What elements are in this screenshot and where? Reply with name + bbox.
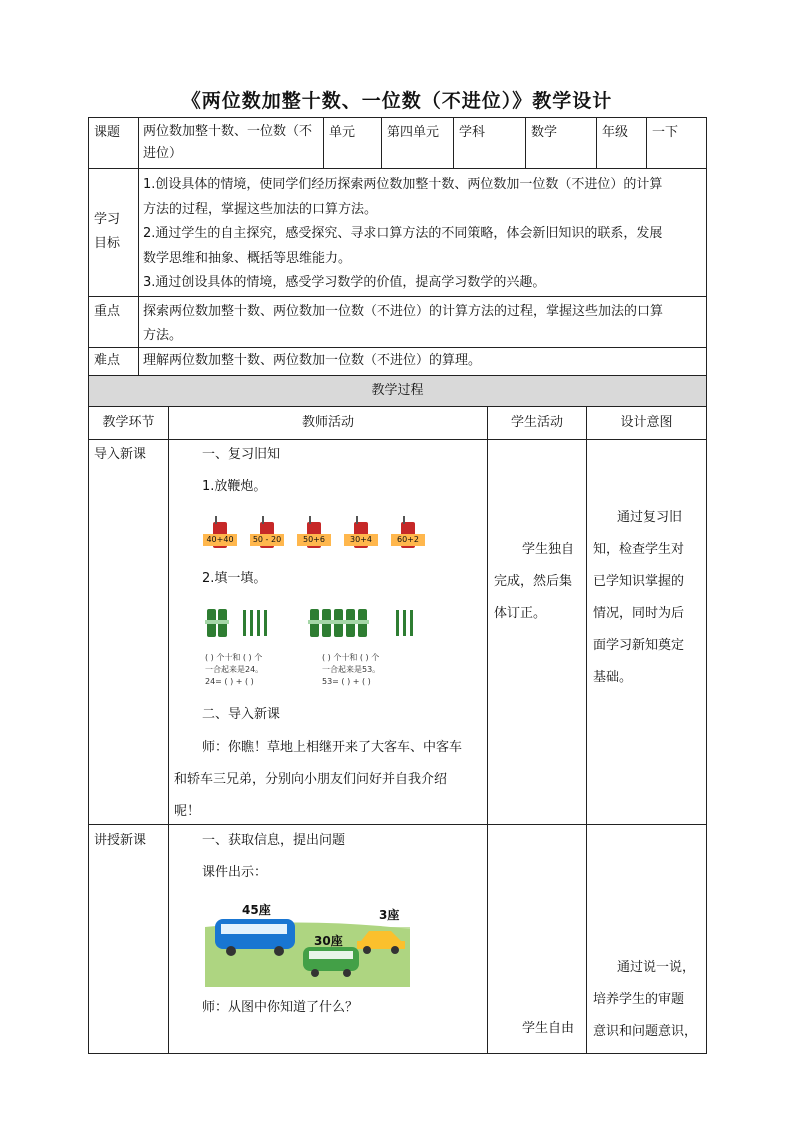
- firecrackers-illustration: [203, 512, 428, 554]
- stage-teaching: 讲授新课: [94, 833, 147, 848]
- bus-label-45: 45座: [242, 903, 271, 917]
- counting-sticks-illustration: [205, 607, 420, 639]
- goals-line: 方法的过程，掌握这些加法的口算方法。: [143, 201, 378, 217]
- stage-intro: 导入新课: [94, 447, 147, 462]
- intro-heading: 二、导入新课: [202, 707, 281, 722]
- col-divider: [381, 117, 382, 169]
- col-header-teacher: 教师活动: [301, 415, 354, 430]
- teacher-text: 师：你瞧！草地上相继开来了大客车、中客车 和轿车三兄弟，分别向小朋友们问好并自我介绍 呢！: [174, 740, 463, 819]
- goals-line: 1.创设具体的情境，使同学们经历探索两位数加整十数、两位数加一位数（不进位）的计算: [143, 177, 663, 192]
- keypoint-text: 探索两位数加整十数、两位数加一位数（不进位）的计算方法的过程，掌握这些加法的口算 方法。: [143, 304, 664, 343]
- difficulty-text: 理解两位数加整十数、两位数加一位数（不进位）的算理。: [143, 353, 482, 368]
- firecracker-item: 1.放鞭炮。: [202, 479, 267, 494]
- firecracker-label: 50 - 20: [252, 535, 282, 544]
- fill-blank-right: ( ) 个十和 ( ) 个 一合起来是53。 53= ( ) + ( ): [322, 653, 381, 686]
- unit-label: 单元: [329, 125, 356, 140]
- col-divider: [453, 117, 454, 169]
- grade-value: 一下: [652, 125, 679, 140]
- info-heading: 一、获取信息，提出问题: [202, 833, 346, 848]
- fill-blank-left: ( ) 个十和 ( ) 个 一合起来是24。 24= ( ) + ( ): [205, 653, 264, 686]
- topic-label: 课题: [94, 125, 121, 140]
- courseware-label: 课件出示：: [202, 865, 268, 880]
- design-intent: 通过复习旧 知，检查学生对 已学知识掌握的 情况，同时为后 面学习新知奠定 基础。: [593, 510, 685, 685]
- row-divider: [88, 168, 707, 169]
- student-activity: 学生自由: [522, 1021, 575, 1036]
- design-intent: 通过说一说， 培养学生的审题 意识和问题意识，: [593, 960, 698, 1039]
- table-border-top: [88, 117, 707, 118]
- col-divider: [596, 117, 597, 169]
- student-activity: 学生独自 完成，然后集 体订正。: [494, 542, 575, 621]
- col-header-stage: 教学环节: [102, 415, 155, 430]
- stick-bundle-icon: [205, 609, 267, 637]
- difficulty-label: 难点: [94, 353, 121, 368]
- stick-bundle-icon: [308, 609, 413, 637]
- subject-value: 数学: [531, 125, 558, 140]
- goals-line: 2.通过学生的自主探究，感受探究、寻求口算方法的不同策略，体会新旧知识的联系，发展: [143, 226, 663, 241]
- col-divider: [487, 406, 488, 1054]
- col-header-student: 学生活动: [510, 415, 563, 430]
- col-divider: [525, 117, 526, 169]
- goals-line: 3.通过创设具体的情境，感受学习数学的价值，提高学习数学的兴趣。: [143, 275, 546, 290]
- process-header: 教学过程: [371, 383, 424, 398]
- topic-value: 两位数加整十数、一位数（不进位）: [143, 124, 313, 161]
- col-divider: [646, 117, 647, 169]
- firecracker-label: 40+40: [206, 535, 234, 544]
- table-border-right: [706, 117, 707, 1054]
- col-divider: [586, 406, 587, 1054]
- subject-label: 学科: [459, 125, 486, 140]
- car-label-3: 3座: [379, 908, 400, 922]
- fill-item: 2.填一填。: [202, 571, 267, 586]
- firecracker-label: 50+6: [303, 535, 325, 544]
- col-divider: [323, 117, 324, 169]
- review-heading: 一、复习旧知: [202, 447, 281, 462]
- firecracker-label: 30+4: [350, 535, 372, 544]
- col-divider: [168, 406, 169, 1054]
- col-header-intent: 设计意图: [620, 415, 673, 430]
- goals-line: 数学思维和抽象、概括等思维能力。: [143, 250, 352, 266]
- col-divider: [138, 117, 139, 376]
- row-divider: [88, 439, 707, 440]
- goals-label: 学习目标: [94, 212, 121, 251]
- row-divider: [88, 296, 707, 297]
- bus-label-30: 30座: [314, 934, 343, 948]
- question-text: 师：从图中你知道了什么？: [202, 1000, 359, 1015]
- table-border-left: [88, 117, 89, 1054]
- row-divider: [88, 406, 707, 407]
- goals-text: [143, 173, 703, 296]
- grade-label: 年级: [602, 125, 629, 140]
- keypoint-label: 重点: [94, 304, 121, 319]
- unit-value: 第四单元: [387, 125, 440, 140]
- table-border-bottom: [88, 1053, 707, 1054]
- firecracker-label: 60+2: [397, 535, 419, 544]
- page-title: 《两位数加整十数、一位数（不进位）》教学设计: [181, 90, 613, 112]
